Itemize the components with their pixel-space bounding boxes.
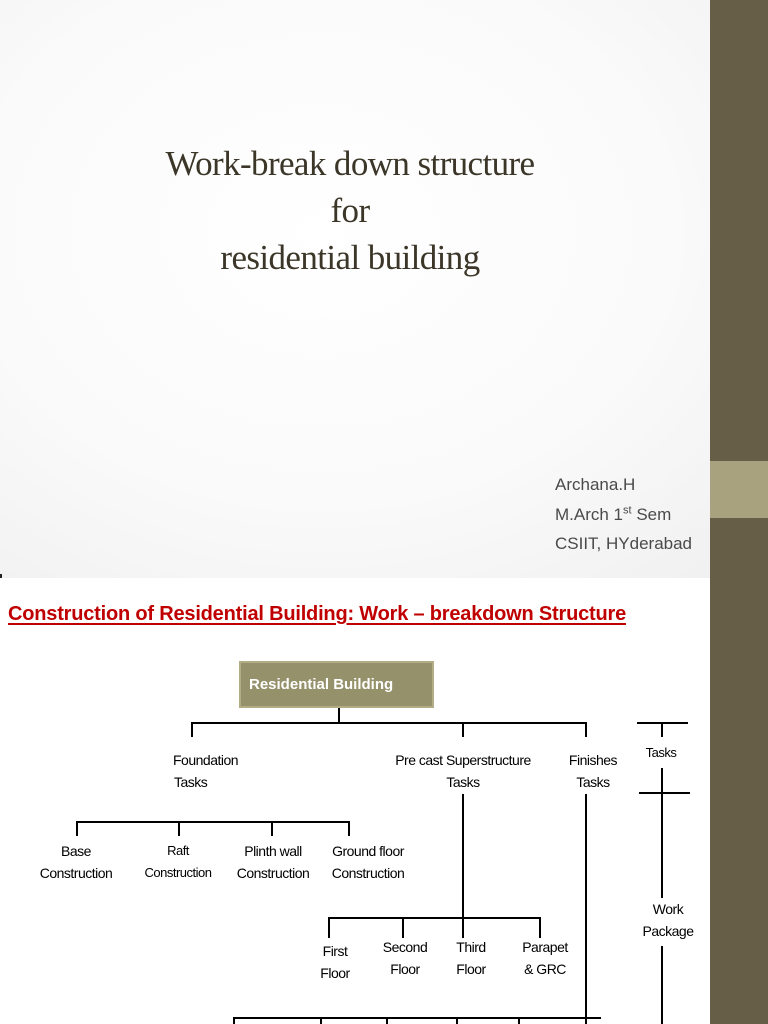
connector [456, 1017, 458, 1024]
node-line: Third [456, 939, 486, 955]
node-line: Package [642, 923, 694, 939]
raft-construction-node [134, 840, 222, 884]
connector [539, 917, 541, 938]
author-name: Archana.H [555, 475, 636, 494]
connector [518, 1017, 520, 1024]
base-construction-node [28, 840, 124, 884]
node-line: Construction [39, 865, 113, 881]
course-sup: st [623, 503, 632, 516]
legend-tick [639, 792, 690, 794]
connector [191, 722, 193, 737]
sidebar-accent [710, 461, 768, 518]
node-line: Plinth wall [244, 843, 302, 859]
connector [585, 722, 587, 737]
connector [76, 821, 78, 836]
node-line: Floor [320, 965, 350, 981]
author-block [555, 470, 692, 559]
finishes-tasks-node [558, 749, 628, 793]
connector [328, 917, 330, 938]
slide-title [100, 140, 600, 281]
course-suffix: Sem [631, 504, 672, 524]
precast-tasks-node [384, 749, 542, 793]
connector [76, 821, 350, 823]
node-line: Foundation [173, 752, 239, 768]
legend-work-package [630, 898, 706, 942]
foundation-tasks-node [160, 749, 260, 793]
node-line: Work [652, 901, 684, 917]
legend-line [661, 722, 663, 737]
root-node-box [239, 661, 434, 708]
connector [585, 794, 587, 1024]
node-line: Second [382, 939, 428, 955]
title-line-2: for [330, 191, 370, 230]
connector [233, 1017, 601, 1019]
first-floor-node [300, 940, 370, 984]
node-line: First [322, 943, 348, 959]
connector [348, 821, 350, 836]
author-institute: CSIIT, HYderabad [555, 534, 693, 553]
connector [462, 794, 464, 918]
node-line: Tasks [174, 774, 208, 790]
legend-line [661, 946, 663, 1024]
slide-heading: Construction of Residential Building: Work – breakdown Structure [8, 603, 626, 625]
second-floor-node [370, 936, 440, 980]
title-line-3: residential building [220, 238, 480, 277]
ground-floor-node [321, 840, 415, 884]
connector [338, 708, 340, 723]
connector [320, 1017, 322, 1024]
node-line: Tasks [446, 774, 480, 790]
node-line: Construction [144, 865, 212, 880]
plinth-wall-node [226, 840, 320, 884]
node-line: Tasks [576, 774, 610, 790]
node-line: Finishes [568, 752, 618, 768]
node-line: Base [61, 843, 91, 859]
course-prefix: M.Arch 1 [555, 504, 624, 524]
node-line: Construction [331, 865, 405, 881]
root-node-label: Residential Building [249, 676, 394, 693]
sidebar-band-bottom [710, 578, 768, 1024]
node-line: & GRC [524, 961, 566, 977]
node-line: Construction [236, 865, 310, 881]
connector [462, 722, 464, 737]
connector [402, 917, 404, 938]
title-line-1: Work-break down structure [165, 144, 535, 183]
connector [233, 1017, 235, 1024]
node-line: Floor [456, 961, 486, 977]
legend-line [661, 768, 663, 898]
node-line: Parapet [522, 939, 568, 955]
legend-tasks-label: Tasks [645, 745, 677, 760]
connector [386, 1017, 388, 1024]
node-line: Raft [167, 843, 189, 858]
author-course [555, 500, 692, 530]
connector [178, 821, 180, 836]
wbs-slide [0, 578, 768, 1024]
connector [462, 917, 464, 938]
third-floor-node [436, 936, 506, 980]
connector [191, 722, 587, 724]
connector [328, 917, 541, 919]
legend-tasks [632, 742, 690, 764]
node-line: Pre cast Superstructure [395, 752, 531, 768]
connector [271, 821, 273, 836]
parapet-grc-node [510, 936, 580, 980]
node-line: Ground floor [332, 843, 404, 859]
node-line: Floor [390, 961, 420, 977]
